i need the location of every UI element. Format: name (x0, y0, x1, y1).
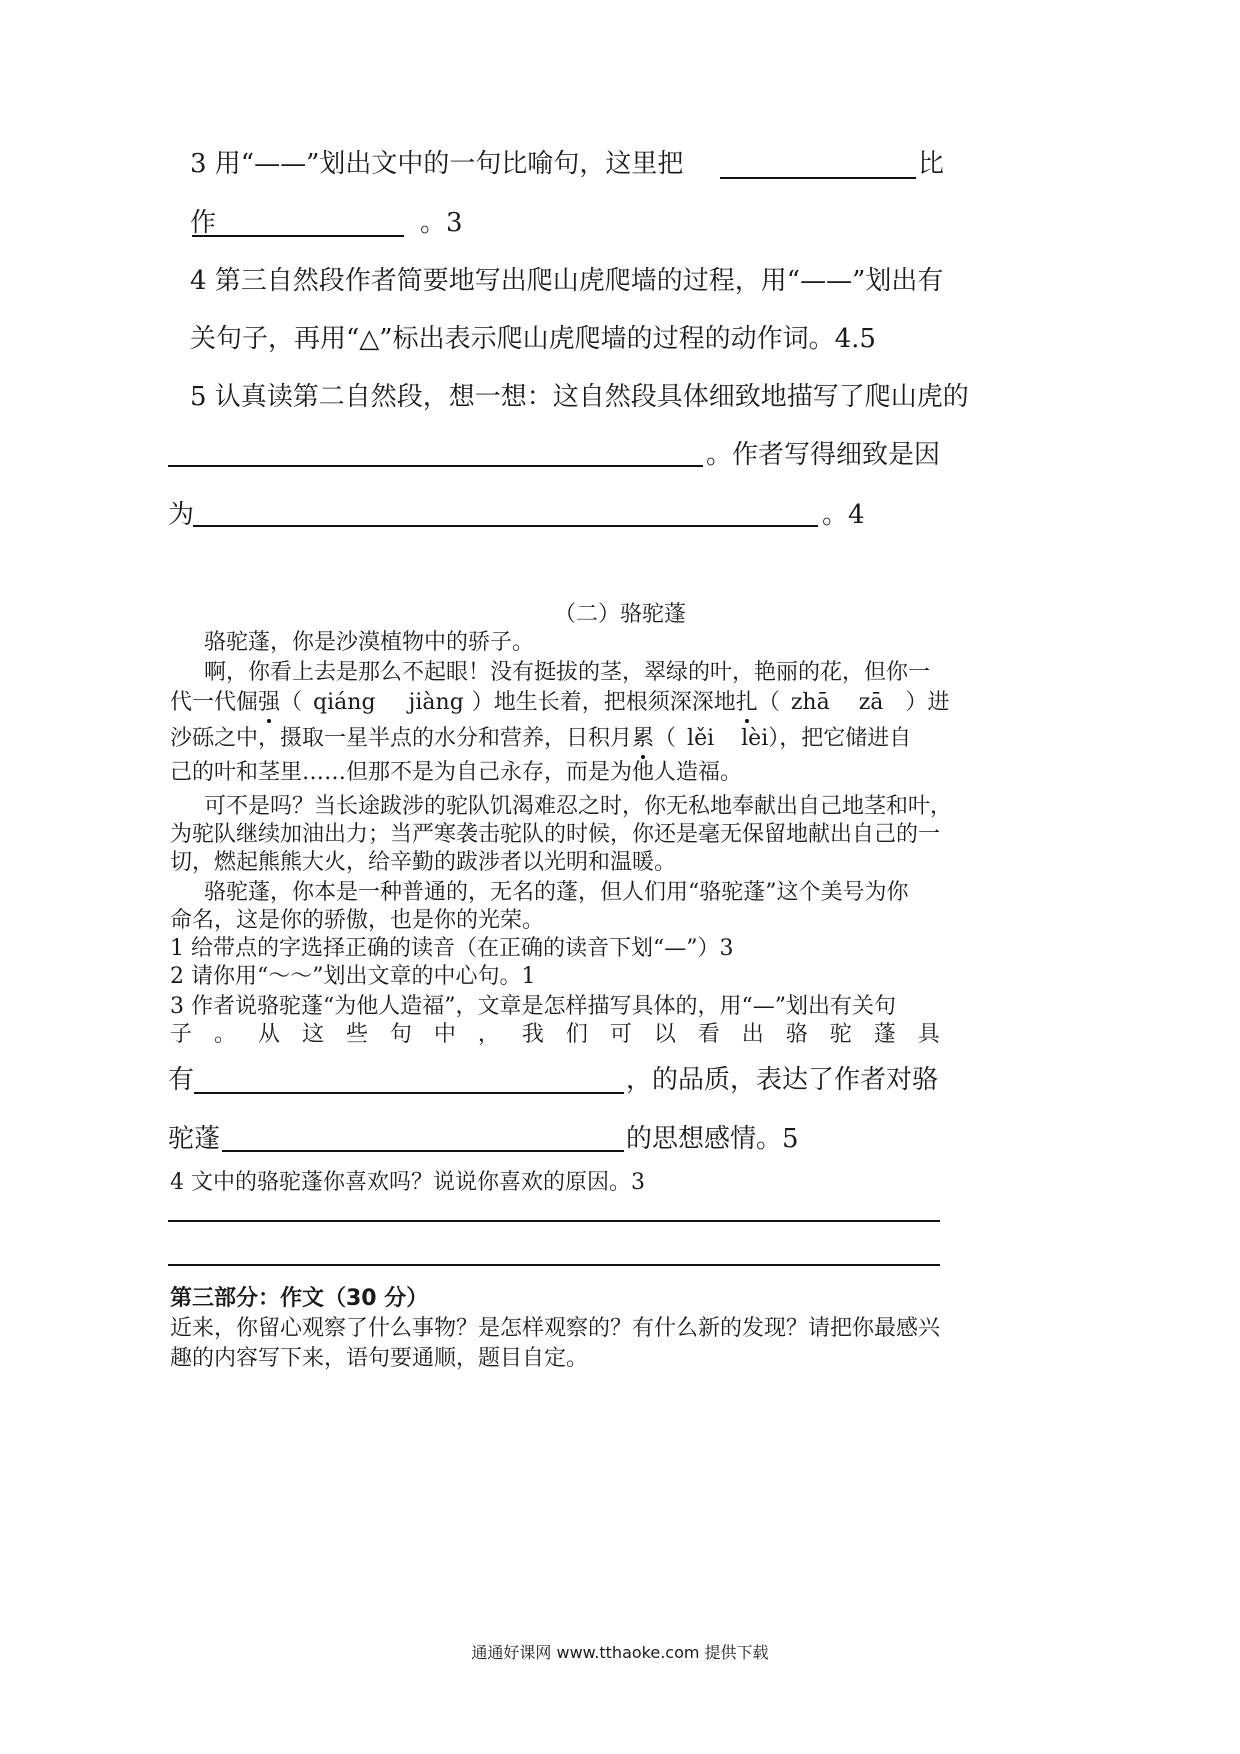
p1-q5-line3-start: 为 (168, 500, 195, 530)
p1-q3-score: 。3 (420, 208, 463, 238)
char: 出 (741, 1022, 764, 1047)
p2-q3-line2 (170, 1022, 940, 1048)
dotted-char: 扎 (735, 690, 758, 715)
p2-q3-line4-end: 的思想感情。5 (626, 1124, 799, 1154)
p2-q3-line3-start: 有 (168, 1065, 195, 1095)
passage-p4-line1: 骆驼蓬，你本是一种普通的，无名的蓬，但人们用“骆驼蓬”这个美号为你 (204, 880, 909, 905)
passage-p2-line1: 啊，你看上去是那么不起眼！没有挺拔的茎，翠绿的叶，艳丽的花，但你一 (204, 660, 931, 685)
part3-prompt-line2: 趣的内容写下来，语句要通顺，题目自定。 (170, 1346, 589, 1371)
answer-line[interactable] (193, 525, 818, 527)
char: ， (477, 1022, 500, 1047)
answer-line[interactable] (194, 1092, 624, 1094)
p2-q3-line4-start: 驼蓬 (168, 1124, 221, 1154)
char: 从 (257, 1022, 280, 1047)
p2-q1: 1 给带点的字选择正确的读音（在正确的读音下划“—”）3 (170, 936, 734, 961)
p1-q4-line2: 关句子，再用“△”标出表示爬山虎爬墙的过程的动作词。4.5 (190, 324, 876, 354)
passage-p2-line2 (170, 690, 949, 716)
pinyin-option[interactable]: jiàng (408, 690, 464, 715)
text: 沙砾之中，摄取一星半点的水分和营养，日积月 (170, 726, 633, 751)
char: 驼 (829, 1022, 852, 1047)
text: 代一代倔 (170, 690, 259, 715)
dotted-char: 累 (632, 726, 655, 751)
text: （ (280, 690, 303, 715)
passage-p3-line1: 可不是吗？当长途跋涉的驼队饥渴难忍之时，你无私地奉献出自己地茎和叶， (204, 794, 953, 819)
p2-q3-line1: 3 作者说骆驼蓬“为他人造福”，文章是怎样描写具体的，用“—”划出有关句 (170, 994, 896, 1019)
answer-line[interactable] (222, 1150, 624, 1152)
passage-p4-line2: 命名，这是你的骄傲，也是你的光荣。 (170, 908, 545, 933)
p2-q4: 4 文中的骆驼蓬你喜欢吗？说说你喜欢的原因。3 (170, 1170, 645, 1195)
text: （ (654, 726, 677, 751)
char: 。 (213, 1022, 236, 1047)
text: ）地生长着，把根须深深地 (471, 690, 736, 715)
part3-heading: 第三部分：作文（30 分） (170, 1286, 429, 1311)
answer-line[interactable] (720, 177, 916, 179)
answer-line[interactable] (168, 465, 703, 467)
p2-q2: 2 请你用“～～”划出文章的中心句。1 (170, 964, 536, 989)
text: ），把它储进自 (768, 726, 912, 751)
answer-line[interactable] (168, 1220, 940, 1222)
char: 这 (301, 1022, 324, 1047)
passage-p1: 骆驼蓬，你是沙漠植物中的骄子。 (204, 630, 535, 655)
answer-line[interactable] (168, 1264, 940, 1266)
text: ）进 (905, 690, 950, 715)
char: 具 (917, 1022, 940, 1047)
text: （ (757, 690, 780, 715)
passage-p2-line3 (170, 726, 911, 752)
footer-watermark: 通通好课网 www.tthaoke.com 提供下载 (471, 1643, 769, 1662)
char: 中 (433, 1022, 456, 1047)
char: 看 (697, 1022, 720, 1047)
passage-p3-line3: 切，燃起熊熊大火，给辛勤的跋涉者以光明和温暖。 (170, 850, 677, 875)
pinyin-option[interactable]: lèi (741, 726, 769, 751)
char: 些 (345, 1022, 368, 1047)
p1-q3-line1 (190, 149, 683, 179)
p1-q3-text: 3 用“——”划出文中的一句比喻句，这里把 (190, 149, 684, 179)
char: 可 (609, 1022, 632, 1047)
p1-q4-line1: 4 第三自然段作者简要地写出爬山虎爬墙的过程，用“——”划出有 (190, 266, 944, 296)
pinyin-option[interactable]: zā (858, 690, 884, 715)
char: 骆 (785, 1022, 808, 1047)
section-title: （二）骆驼蓬 (553, 602, 686, 627)
char: 子 (170, 1022, 193, 1047)
pinyin-option[interactable]: lěi (687, 726, 715, 751)
answer-line[interactable] (192, 235, 404, 237)
passage-p3-line2: 为驼队继续加油出力；当严寒袭击驼队的时候，你还是毫无保留地献出自己的一 (170, 822, 941, 847)
p1-q5-line1: 5 认真读第二自然段，想一想：这自然段具体细致地描写了爬山虎的 (190, 382, 969, 412)
passage-p2-line4: 己的叶和茎里……但那不是为自己永存，而是为他人造福。 (170, 760, 743, 785)
dotted-char: 强 (258, 690, 281, 715)
p1-q3-bi: 比 (918, 149, 945, 179)
p2-q3-line3-end: ，的品质，表达了作者对骆 (626, 1065, 939, 1095)
p1-q5-line2-end: 。作者写得细致是因 (706, 440, 941, 470)
char: 以 (653, 1022, 676, 1047)
part3-prompt-line1: 近来，你留心观察了什么事物？是怎样观察的？有什么新的发现？请把你最感兴 (170, 1316, 941, 1341)
char: 我 (521, 1022, 544, 1047)
char: 们 (565, 1022, 588, 1047)
pinyin-option[interactable]: qiáng (313, 690, 376, 715)
char: 蓬 (873, 1022, 896, 1047)
p1-q3-zuo: 作 (190, 208, 217, 238)
pinyin-option[interactable]: zhā (790, 690, 830, 715)
char: 句 (389, 1022, 412, 1047)
p1-q5-line3-end: 。4 (822, 500, 865, 530)
